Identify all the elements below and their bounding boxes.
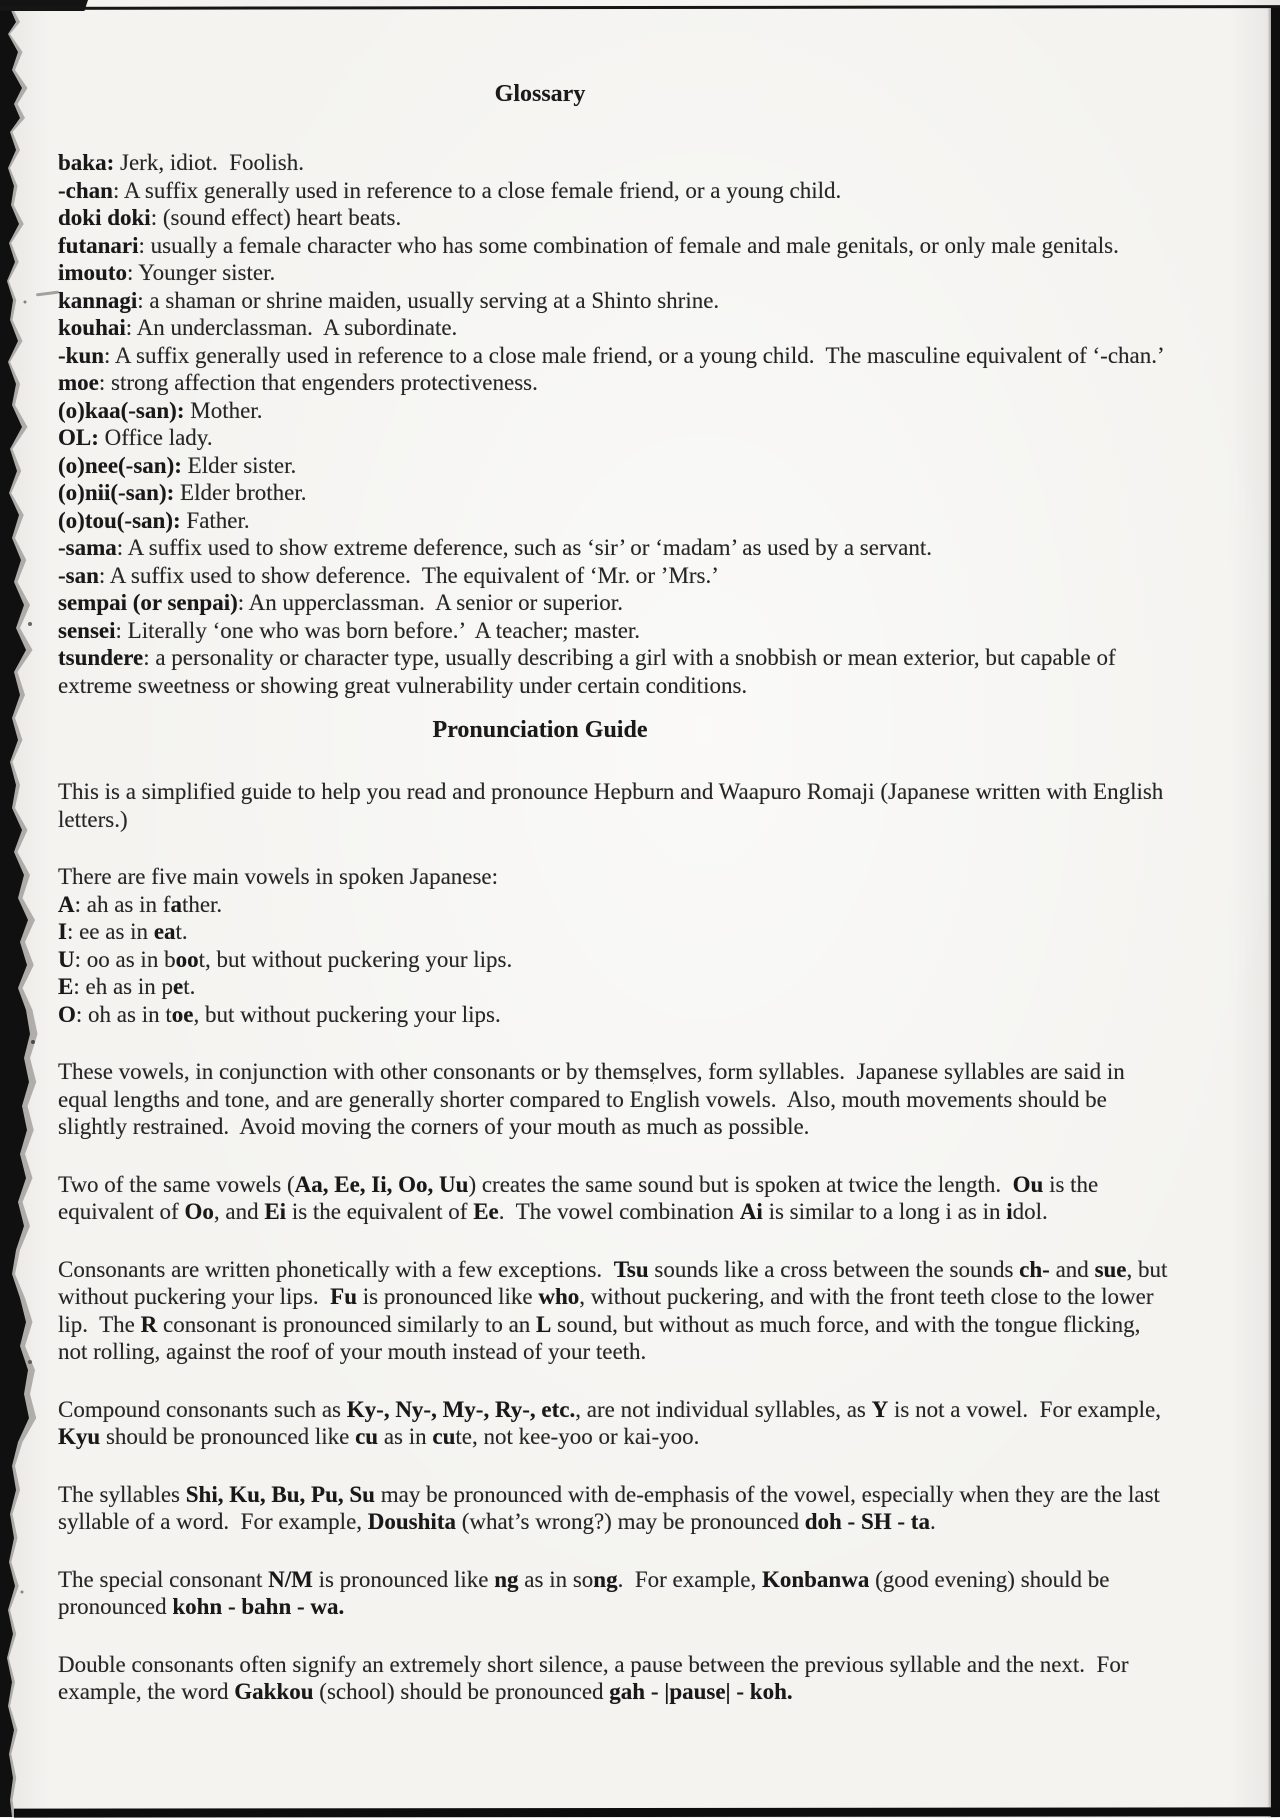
vowels-list bbox=[58, 863, 1175, 1028]
text-run: : Younger sister. bbox=[127, 260, 276, 285]
bold-run: N/M bbox=[268, 1566, 313, 1592]
bold-run: ng bbox=[494, 1566, 519, 1592]
vowels-list-item bbox=[58, 863, 1175, 891]
text-run: . The vowel combination bbox=[498, 1199, 740, 1224]
glossary-list-item bbox=[58, 507, 1175, 535]
bold-run: ng bbox=[593, 1566, 618, 1592]
text-run: Elder sister. bbox=[181, 452, 297, 478]
document-page bbox=[58, 79, 1175, 1736]
bold-run: Tsu bbox=[613, 1256, 649, 1282]
bold-run: O bbox=[58, 1001, 76, 1027]
text-run: ) creates the same sound but is spoken at twice the length. bbox=[468, 1171, 1013, 1197]
glossary-list-item bbox=[58, 149, 1175, 177]
glossary-list-item bbox=[58, 534, 1175, 562]
bold-run: Ou bbox=[1012, 1171, 1044, 1197]
bold-run: moe bbox=[58, 370, 99, 395]
bold-run: R bbox=[140, 1311, 158, 1337]
bold-run: cu bbox=[355, 1424, 379, 1449]
glossary-list-item bbox=[58, 342, 1175, 370]
text-run: : (sound effect) heart beats. bbox=[150, 205, 402, 230]
text-run: : A suffix used to show deference. The equivalent of ‘Mr. or ’Mrs.’ bbox=[98, 562, 719, 588]
bold-run: L bbox=[536, 1311, 552, 1337]
bold-run: oe bbox=[171, 1001, 194, 1027]
bold-run: a bbox=[170, 891, 182, 917]
bold-run: -kun bbox=[58, 342, 105, 368]
bold-run: Ky-, Ny-, My-, Ry-, etc. bbox=[346, 1396, 576, 1422]
text-run: t. bbox=[183, 974, 196, 999]
text-run: , and bbox=[213, 1199, 265, 1224]
text-run: . bbox=[929, 1509, 936, 1534]
vowels-list-item bbox=[58, 891, 1175, 919]
text-run: may be pronounced with de-emphasis of the vowel, especially when they are the last syllable of a word. For example, bbox=[58, 1481, 1166, 1534]
syllables-para bbox=[58, 1058, 1175, 1141]
bold-run: kannagi bbox=[58, 287, 138, 313]
text-run: should be pronounced like bbox=[100, 1424, 356, 1449]
bold-run: U bbox=[58, 946, 75, 972]
intro-para bbox=[58, 778, 1175, 833]
text-run: : usually a female character who has some combination of female and male genitals, or only male genitals. bbox=[138, 232, 1119, 258]
bold-run: -san bbox=[58, 562, 99, 588]
text-run: : A suffix generally used in reference to a close female friend, or a young child. bbox=[112, 177, 842, 203]
bold-run: sensei bbox=[58, 617, 116, 643]
bold-run: Ee bbox=[473, 1199, 499, 1224]
bold-run: i bbox=[1006, 1199, 1013, 1224]
text-run: This is a simplified guide to help you read and pronounce Hepburn and Waapuro Romaji (Japanese written with English letters.) bbox=[58, 779, 1170, 832]
text-run: is similar to a long i as in bbox=[762, 1199, 1007, 1224]
bold-run: Ei bbox=[264, 1199, 287, 1224]
de-emphasis-para bbox=[58, 1481, 1175, 1536]
bold-run: I bbox=[58, 919, 67, 944]
bold-run: doki doki bbox=[58, 205, 151, 230]
glossary-list-item bbox=[58, 644, 1175, 699]
text-run: , are not individual syllables, as bbox=[575, 1396, 872, 1422]
glossary-list-item bbox=[58, 424, 1175, 452]
bold-run: who bbox=[538, 1284, 580, 1309]
glossary-list-item bbox=[58, 259, 1175, 287]
glossary-list-item bbox=[58, 232, 1175, 260]
text-run: : An underclassman. A subordinate. bbox=[125, 315, 458, 340]
glossary-list-item bbox=[58, 397, 1175, 425]
text-run: Father. bbox=[180, 507, 250, 533]
vowels-list-item bbox=[58, 973, 1175, 1001]
bold-run: e bbox=[173, 974, 184, 999]
glossary-list-item bbox=[58, 617, 1175, 645]
text-run: There are five main vowels in spoken Japanese: bbox=[58, 864, 499, 889]
text-run: : strong affection that engenders protectiveness. bbox=[98, 370, 538, 395]
compound-consonants-para bbox=[58, 1396, 1175, 1451]
bold-run: kouhai bbox=[58, 315, 126, 340]
double-vowels-para bbox=[58, 1171, 1175, 1226]
text-run: and bbox=[1049, 1256, 1095, 1282]
text-run: Two of the same vowels ( bbox=[58, 1171, 295, 1197]
text-run: : ah as in f bbox=[74, 891, 171, 917]
text-run: Consonants are written phonetically with a few exceptions. bbox=[58, 1256, 614, 1282]
bold-run: Kyu bbox=[58, 1424, 101, 1449]
text-run: is pronounced like bbox=[312, 1566, 495, 1592]
bold-run: doh - SH - ta bbox=[804, 1509, 930, 1534]
bold-run: sempai (or senpai) bbox=[58, 590, 238, 615]
glossary-title: Glossary bbox=[494, 81, 586, 107]
double-consonants-para bbox=[58, 1651, 1175, 1706]
text-run: ther. bbox=[181, 891, 223, 917]
bold-run: tsundere bbox=[58, 645, 144, 670]
text-run: : a personality or character type, usually describing a girl with a snobbish or mean exterior, but capable of extreme sweetness or showing great vulnerability under certain conditions. bbox=[58, 645, 1122, 698]
vowels-list-item bbox=[58, 946, 1175, 974]
text-run: (school) should be pronounced bbox=[313, 1679, 610, 1704]
consonants-para bbox=[58, 1256, 1175, 1366]
glossary-list-item bbox=[58, 562, 1175, 590]
bold-run: kohn - bahn - wa. bbox=[172, 1594, 345, 1619]
scan-bottom-border bbox=[14, 1807, 1280, 1817]
bold-run: OL: bbox=[58, 425, 99, 450]
bold-run: Shi, Ku, Bu, Pu, Su bbox=[185, 1481, 375, 1507]
glossary-list-item bbox=[58, 204, 1175, 232]
text-run: Double consonants often signify an extremely short silence, a pause between the previous syllable and the next. For example, the word bbox=[58, 1651, 1135, 1704]
text-run: The syllables bbox=[58, 1481, 186, 1507]
text-run: , but without puckering your lips. bbox=[58, 1256, 1174, 1309]
torn-left-edge-artifact bbox=[0, 0, 40, 1817]
text-run: , but without puckering your lips. bbox=[193, 1001, 501, 1027]
bold-run: Oo bbox=[184, 1199, 214, 1224]
bold-run: Gakkou bbox=[234, 1679, 314, 1704]
special-consonant-para bbox=[58, 1566, 1175, 1621]
text-run: (good evening) should be pronounced bbox=[58, 1566, 1116, 1619]
text-run: Mother. bbox=[184, 397, 263, 423]
bold-run: E bbox=[58, 974, 74, 999]
text-run: sounds like a cross between the sounds bbox=[648, 1256, 1020, 1282]
pronunciation-title: Pronunciation Guide bbox=[432, 717, 648, 743]
bold-run: Ai bbox=[739, 1199, 763, 1224]
vowels-list-item bbox=[58, 918, 1175, 946]
scan-right-border bbox=[1271, 8, 1280, 1817]
vowels-list-item bbox=[58, 1001, 1175, 1029]
text-run: Elder brother. bbox=[174, 480, 307, 505]
text-run: The special consonant bbox=[58, 1566, 269, 1592]
bold-run: A bbox=[58, 891, 75, 917]
glossary-list-item bbox=[58, 369, 1175, 397]
bold-run: -chan bbox=[58, 177, 113, 203]
text-run: . For example, bbox=[617, 1566, 762, 1592]
glossary-list bbox=[58, 149, 1175, 699]
bold-run: Doushita bbox=[367, 1509, 456, 1534]
text-run: : An upperclassman. A senior or superior. bbox=[237, 590, 623, 615]
bold-run: Y bbox=[871, 1396, 889, 1422]
glossary-list-item bbox=[58, 287, 1175, 315]
bold-run: (o)nii(-san): bbox=[58, 480, 175, 505]
text-run: : a shaman or shrine maiden, usually serving at a Shinto shrine. bbox=[137, 287, 720, 313]
text-run: dol. bbox=[1012, 1199, 1048, 1224]
bold-run: Konbanwa bbox=[761, 1566, 870, 1592]
glossary-list-item bbox=[58, 479, 1175, 507]
bold-run: Aa, Ee, Ii, Oo, Uu bbox=[294, 1171, 469, 1197]
bold-run: (o)kaa(-san): bbox=[58, 397, 185, 423]
text-run: : ee as in bbox=[66, 919, 154, 944]
text-run: sound, but without as much force, and with the tongue flicking, not rolling, against the roof of your mouth instead of your teeth. bbox=[58, 1311, 1147, 1364]
bold-run: imouto bbox=[58, 260, 127, 285]
text-run: : A suffix used to show extreme deference, such as ‘sir’ or ‘madam’ as used by a servant. bbox=[116, 535, 932, 560]
bold-run: ch- bbox=[1019, 1256, 1050, 1282]
text-run: These vowels, in conjunction with other consonants or by themselves, form syllables. Japanese syllables are said in equal lengths and tone, and are generally shorter compared to English vowels. Also, mouth movements should be slightly restrained. Avoid moving the corners of your mouth as much as possible. bbox=[58, 1059, 1131, 1139]
text-run: : Literally ‘one who was born before.’ A teacher; master. bbox=[115, 617, 641, 643]
text-run: : oo as in b bbox=[74, 946, 176, 972]
bold-run: gah - |pause| - koh. bbox=[609, 1679, 793, 1704]
text-run: Office lady. bbox=[98, 425, 213, 450]
bold-run: baka: bbox=[58, 150, 115, 175]
bold-run: futanari bbox=[58, 232, 139, 258]
text-run: is the equivalent of bbox=[286, 1199, 474, 1224]
text-run: as in so bbox=[518, 1566, 594, 1592]
text-run: , without puckering, and with the front teeth close to the lower lip. The bbox=[58, 1284, 1160, 1337]
text-run: is the equivalent of bbox=[58, 1171, 1105, 1224]
text-run: as in bbox=[378, 1424, 433, 1449]
text-run: is pronounced like bbox=[356, 1284, 539, 1309]
text-run: te, not kee-yoo or kai-yoo. bbox=[455, 1424, 700, 1449]
glossary-list-item bbox=[58, 314, 1175, 342]
glossary-list-item bbox=[58, 177, 1175, 205]
glossary-list-item bbox=[58, 452, 1175, 480]
bold-run: (o)nee(-san): bbox=[58, 452, 182, 478]
document-content bbox=[58, 79, 1175, 1706]
glossary-list-item bbox=[58, 589, 1175, 617]
bold-run: ea bbox=[153, 919, 176, 944]
text-run: : A suffix generally used in reference to a close male friend, or a young child. The masculine equivalent of ‘-chan.’ bbox=[104, 342, 1165, 368]
bold-run: Fu bbox=[330, 1284, 357, 1309]
text-run: : eh as in p bbox=[73, 974, 173, 999]
text-run: consonant is pronounced similarly to an bbox=[157, 1311, 537, 1337]
text-run: Jerk, idiot. Foolish. bbox=[114, 150, 305, 175]
text-run: t, but without puckering your lips. bbox=[198, 946, 513, 972]
text-run: Compound consonants such as bbox=[58, 1396, 347, 1422]
bold-run: oo bbox=[175, 946, 199, 972]
text-run: t. bbox=[175, 919, 188, 944]
bold-run: sue bbox=[1094, 1256, 1127, 1282]
text-run: is not a vowel. For example, bbox=[888, 1396, 1167, 1422]
bold-run: -sama bbox=[58, 535, 117, 560]
bold-run: cu bbox=[432, 1424, 456, 1449]
bold-run: (o)tou(-san): bbox=[58, 507, 181, 533]
text-run: (what’s wrong?) may be pronounced bbox=[455, 1509, 805, 1534]
text-run: : oh as in t bbox=[75, 1001, 172, 1027]
